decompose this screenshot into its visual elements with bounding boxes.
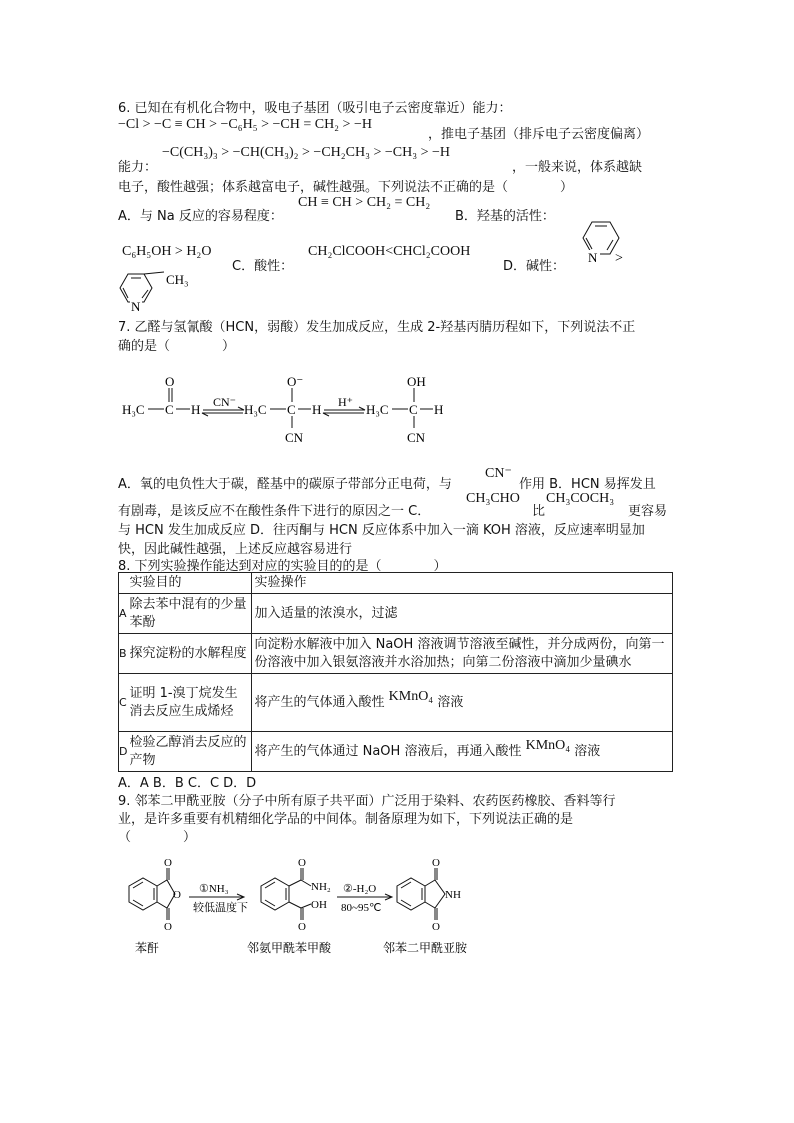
row-letter: A	[119, 594, 128, 634]
pyridine-structure	[570, 216, 640, 272]
svg-text:O: O	[298, 921, 306, 933]
svg-text:NH: NH	[445, 889, 461, 901]
row-operation: 将产生的气体通入酸性 KMnO₄ 溶液	[252, 674, 673, 732]
row-letter: C	[119, 674, 128, 732]
methylpyridine-structure	[114, 268, 204, 316]
svg-text:O: O	[173, 889, 181, 901]
q6-stem-tail: ，一般来说，体系越缺	[512, 160, 643, 175]
svg-text:H₃C: H₃C	[366, 402, 389, 417]
q7-line4: 快，因此碱性越强，上述反应越容易进行	[118, 542, 353, 557]
table-row	[119, 732, 673, 772]
row-letter: B	[119, 634, 128, 674]
svg-text:邻苯二甲酰亚胺: 邻苯二甲酰亚胺	[383, 941, 468, 955]
q8-stem: 8. 下列实验操作能达到对应的实验目的的是（ ）	[118, 559, 447, 574]
svg-text:H: H	[434, 402, 444, 417]
q7-option-a-tail: 作用 B．HCN 易挥发且	[519, 477, 656, 492]
greater-than-sign: >	[615, 251, 623, 266]
svg-text:OH: OH	[311, 899, 327, 911]
svg-text:H⁺: H⁺	[338, 395, 353, 409]
q6-option-c-formula: CH₂ClCOOH<CHCl₂COOH	[308, 244, 471, 259]
svg-text:CN: CN	[285, 430, 304, 445]
kmno4-formula: KMnO₄	[388, 688, 434, 704]
pyridine-n-label: N	[588, 250, 598, 265]
q7-line3: 与 HCN 发生加成反应 D．往丙酮与 HCN 反应体系中加入一滴 KOH 溶液，反应速率明显加	[118, 523, 645, 538]
row-purpose: 除去苯中混有的少量苯酚	[127, 594, 252, 634]
svg-text:CN⁻: CN⁻	[213, 395, 237, 409]
q6-option-b-formula: C₆H₅OH > H₂O	[122, 244, 212, 259]
svg-text:C: C	[409, 402, 418, 417]
svg-text:O: O	[432, 857, 440, 869]
methyl-label: CH₃	[166, 272, 189, 287]
svg-text:O: O	[164, 857, 172, 869]
svg-text:OH: OH	[407, 374, 426, 389]
q7-reaction-mechanism	[118, 368, 458, 448]
q6-option-c-text: C．酸性：	[232, 259, 294, 274]
methylpyridine-n-label: N	[131, 299, 141, 314]
svg-text:O⁻: O⁻	[287, 374, 304, 389]
q7-cn-ion: CN⁻	[485, 466, 512, 481]
table-header-row	[119, 573, 673, 594]
svg-text:80~95℃: 80~95℃	[341, 902, 382, 914]
q6-push-group-label: ，推电子基团（排斥电子云密度偏离）	[428, 127, 650, 142]
q9-stem-line2: 业，是许多重要有机精细化学品的中间体。制备原理为如下，下列说法正确的是	[118, 812, 574, 827]
row-operation: 向淀粉水解液中加入 NaOH 溶液调节溶液至碱性，并分成两份，向第一份溶液中加入银氨溶液并水浴加热；向第二份溶液中滴加少量碘水	[252, 634, 673, 674]
q6-nengli: 能力：	[118, 160, 158, 175]
q9-stem-line3: （ ）	[118, 830, 197, 845]
q6-option-a-text: A．与 Na 反应的容易程度：	[118, 209, 283, 224]
q7-line2: 有剧毒，是该反应不在酸性条件下进行的原因之一 C．	[118, 504, 431, 519]
svg-text:H: H	[312, 402, 322, 417]
row-purpose: 检验乙醇消去反应的产物	[127, 732, 252, 772]
q7-stem-line2: 确的是（ ）	[118, 339, 236, 354]
svg-text:邻氨甲酰苯甲酸: 邻氨甲酰苯甲酸	[247, 941, 332, 955]
table-row	[119, 634, 673, 674]
svg-text:苯酐: 苯酐	[135, 941, 160, 955]
svg-text:O: O	[298, 857, 306, 869]
q8-options: A．A B．B C．C D．D	[118, 776, 257, 791]
table-row	[119, 674, 673, 732]
q7-more-easy: 更容易	[628, 504, 668, 519]
header-purpose: 实验目的	[127, 573, 252, 594]
q7-acetaldehyde: CH₃CHO	[466, 491, 520, 506]
svg-text:CN: CN	[407, 430, 426, 445]
kmno4-formula: KMnO₄	[525, 737, 571, 753]
q7-stem-line1: 7. 乙醛与氢氰酸（HCN，弱酸）发生加成反应，生成 2-羟基丙腈历程如下，下列说法不正	[118, 320, 636, 335]
table-row	[119, 594, 673, 634]
q9-stem-line1: 9. 邻苯二甲酰亚胺（分子中所有原子共平面）广泛用于染料、农药医药橡胶、香料等行	[118, 794, 616, 809]
q6-stem-line1: 6. 已知在有机化合物中，吸电子基团（吸引电子云密度靠近）能力：	[118, 101, 512, 116]
svg-text:O: O	[164, 921, 172, 933]
svg-text:C: C	[287, 402, 296, 417]
q6-electron-donating-sequence: −C(CH₃)₃ > −CH(CH₃)₂ > −CH₂CH₃ > −CH₃ > −H	[162, 145, 451, 160]
q6-option-d-text: D．碱性：	[503, 259, 566, 274]
q6-stem-line3: 电子，酸性越强；体系越富电子，碱性越强。下列说法不正确的是（ ）	[118, 180, 574, 195]
svg-text:H: H	[191, 402, 201, 417]
row-purpose: 探究淀粉的水解程度	[127, 634, 252, 674]
svg-text:C: C	[165, 402, 174, 417]
row-purpose: 证明 1-溴丁烷发生消去反应生成烯烃	[127, 674, 252, 732]
row-operation: 加入适量的浓溴水，过滤	[252, 594, 673, 634]
row-letter: D	[119, 732, 128, 772]
q6-electron-withdrawing-sequence: −Cl > −C ≡ CH > −C₆H₅ > −CH = CH₂ > −H	[118, 117, 372, 132]
svg-text:H₃C: H₃C	[122, 402, 145, 417]
svg-text:O: O	[165, 374, 175, 389]
q7-bi: 比	[532, 504, 546, 519]
q8-table	[118, 572, 673, 772]
svg-text:H₃C: H₃C	[244, 402, 267, 417]
q9-synthesis-scheme	[115, 856, 485, 960]
svg-text:NH₂: NH₂	[311, 881, 331, 893]
q6-option-b-text: B．羟基的活性：	[455, 209, 555, 224]
row-operation: 将产生的气体通过 NaOH 溶液后，再通入酸性 KMnO₄ 溶液	[252, 732, 673, 772]
svg-text:①NH₃: ①NH₃	[199, 883, 229, 895]
q7-option-a: A．氧的电负性大于碳，醛基中的碳原子带部分正电荷，与	[118, 477, 452, 492]
q7-acetone: CH₃COCH₃	[546, 491, 615, 506]
svg-text:②-H₂O: ②-H₂O	[343, 883, 377, 895]
svg-text:O: O	[432, 921, 440, 933]
svg-text:较低温度下: 较低温度下	[193, 902, 248, 914]
q6-option-a-formula: CH ≡ CH > CH₂ = CH₂	[298, 195, 431, 210]
header-operation: 实验操作	[252, 573, 673, 594]
